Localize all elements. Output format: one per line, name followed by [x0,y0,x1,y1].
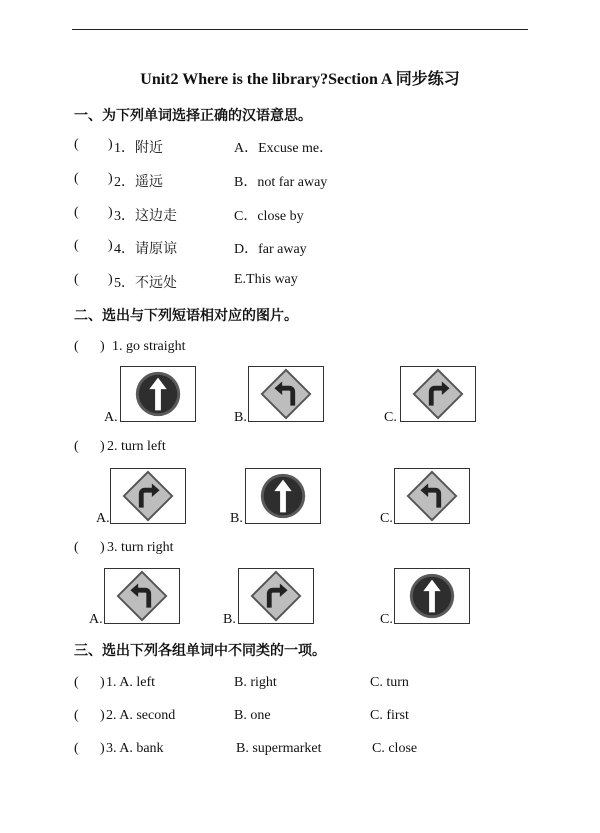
s1-option: D．far away [234,242,307,257]
s1-word: 5．不远处 [114,276,177,291]
answer-blank-open: ( [74,741,79,756]
answer-blank-open: ( [74,675,79,690]
straight-arrow-round-sign-icon [120,366,196,422]
s1-word: 3．这边走 [114,209,177,224]
answer-blank-open: ( [74,205,79,220]
s1-word: 2．遥远 [114,175,163,190]
answer-blank-open: ( [74,272,79,287]
page-title: Unit2 Where is the library?Section A 同步练习 [140,71,460,88]
answer-blank-close: ) [108,205,113,220]
option-label: A. [96,511,110,526]
s1-option: E.This way [234,272,298,287]
answer-blank-close: ) [100,439,105,454]
s3-option-c: C. close [372,741,418,756]
s3-option-c: C. turn [370,675,409,690]
s2-phrase: 1. go straight [112,339,186,354]
section-3-heading: 三、选出下列各组单词中不同类的一项。 [74,643,326,659]
s1-option: A．Excuse me． [234,141,334,156]
answer-blank-close: ) [100,540,105,555]
s3-option-b: B. right [234,675,277,690]
answer-blank-open: ( [74,540,79,555]
option-label: B. [223,612,236,627]
answer-blank-close: ) [100,675,105,690]
s1-option: C．close by [234,209,304,224]
right-turn-diamond-sign-icon [238,568,314,624]
option-label: A. [104,410,118,425]
option-label: C. [384,410,397,425]
answer-blank-close: ) [100,708,105,723]
s2-phrase: 2. turn left [107,439,166,454]
left-turn-diamond-sign-icon [248,366,324,422]
option-label: B. [234,410,247,425]
option-label: B. [230,511,243,526]
s3-option-b: B. supermarket [236,741,322,756]
s3-option-b: B. one [234,708,271,723]
right-turn-diamond-sign-icon [110,468,186,524]
answer-blank-open: ( [74,439,79,454]
s3-option-a: 3. A. bank [106,741,164,756]
answer-blank-open: ( [74,708,79,723]
option-label: C. [380,612,393,627]
answer-blank-close: ) [100,741,105,756]
left-turn-diamond-sign-icon [394,468,470,524]
straight-arrow-round-sign-icon [245,468,321,524]
s3-option-a: 2. A. second [106,708,176,723]
section-2-heading: 二、选出与下列短语相对应的图片。 [74,308,298,324]
right-turn-diamond-sign-icon [400,366,476,422]
answer-blank-open: ( [74,339,79,354]
s3-option-c: C. first [370,708,409,723]
answer-blank-close: ) [108,137,113,152]
s1-word: 4．请原谅 [114,242,177,257]
answer-blank-open: ( [74,137,79,152]
left-turn-diamond-sign-icon [104,568,180,624]
s2-phrase: 3. turn right [107,540,174,555]
section-1-heading: 一、为下列单词选择正确的汉语意思。 [74,108,312,124]
answer-blank-close: ) [108,238,113,253]
answer-blank-close: ) [100,339,105,354]
s3-option-a: 1. A. left [106,675,155,690]
s1-option: B．not far away [234,175,328,190]
straight-arrow-round-sign-icon [394,568,470,624]
top-rule [72,29,528,30]
option-label: A. [89,612,103,627]
answer-blank-open: ( [74,238,79,253]
answer-blank-open: ( [74,171,79,186]
answer-blank-close: ) [108,171,113,186]
s1-word: 1．附近 [114,141,163,156]
answer-blank-close: ) [108,272,113,287]
option-label: C. [380,511,393,526]
